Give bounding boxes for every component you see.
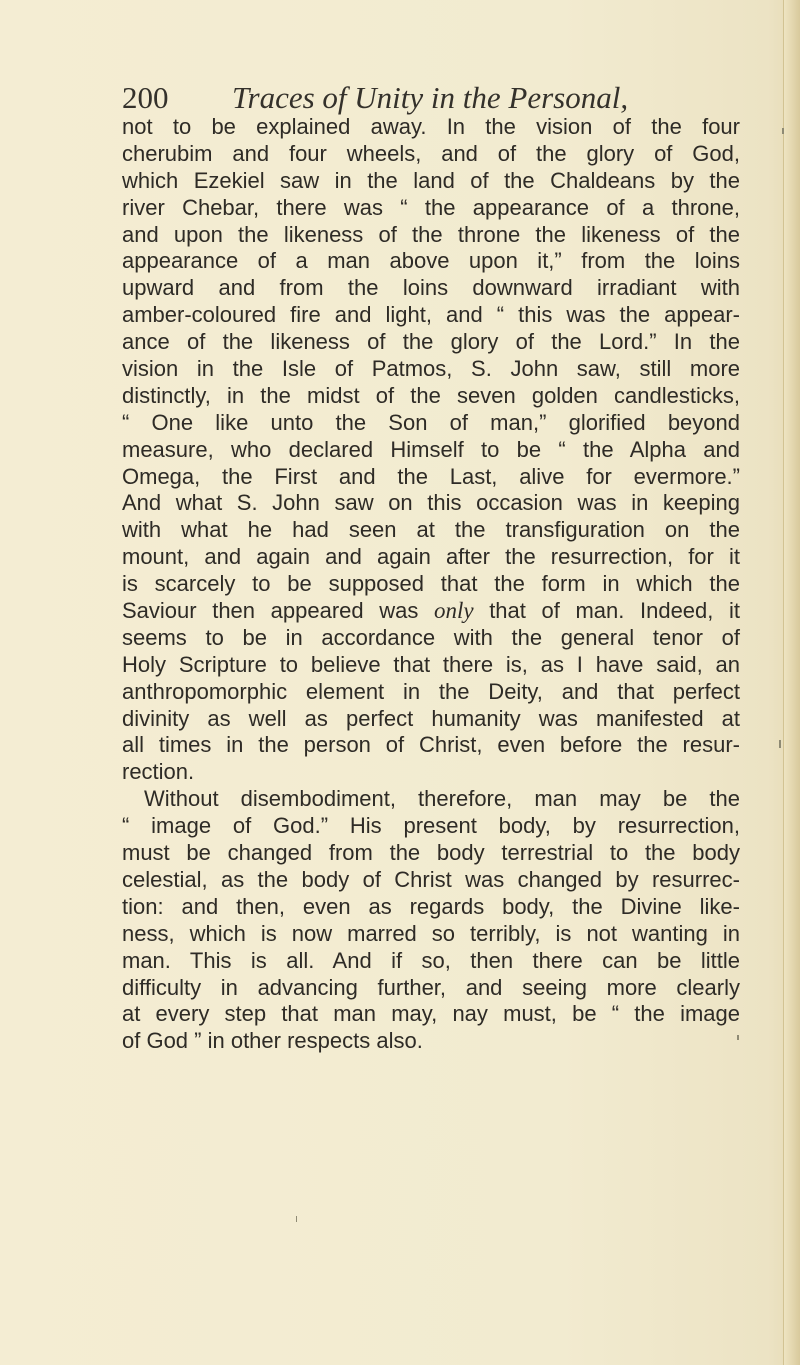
text-line: tion: and then, even as regards body, the Divine like- xyxy=(122,893,740,919)
running-head: Traces of Unity in the Personal, xyxy=(232,80,629,115)
text-line: And what S. John saw on this occasion was in keeping xyxy=(122,490,740,516)
text-line: measure, who declared Himself to be “ the Alpha and xyxy=(122,436,740,462)
text-segment: that of man. Indeed, it xyxy=(473,598,740,624)
text-line: seems to be in accordance with the general tenor of xyxy=(122,624,740,650)
text-line: ness, which is now marred so terribly, is not wanting in xyxy=(122,920,740,946)
body-text xyxy=(122,114,740,1055)
text-line: which Ezekiel saw in the land of the Chaldeans by the xyxy=(122,167,740,193)
text-line: celestial, as the body of Christ was changed by resurrec- xyxy=(122,866,740,892)
text-line: ance of the likeness of the glory of the Lord.” In the xyxy=(122,329,740,355)
text-line: Holy Scripture to believe that there is, as I have said, an xyxy=(122,651,740,677)
page-number: 200 xyxy=(122,80,169,115)
text-line: difficulty in advancing further, and seeing more clearly xyxy=(122,974,740,1000)
text-line: “ image of God.” His present body, by resurrection, xyxy=(122,813,740,839)
margin-speck xyxy=(296,1216,297,1222)
text-line: with what he had seen at the transfiguration on the xyxy=(122,517,740,543)
margin-speck xyxy=(779,740,781,748)
text-line: all times in the person of Christ, even before the resur- xyxy=(122,732,740,758)
page-edge xyxy=(783,0,800,1365)
text-line: river Chebar, there was “ the appearance of a throne, xyxy=(122,194,740,220)
text-line: anthropomorphic element in the Deity, and that perfect xyxy=(122,678,740,704)
text-line: man. This is all. And if so, then there can be little xyxy=(122,947,740,973)
text-line: mount, and again and again after the resurrection, for it xyxy=(122,544,740,570)
page-header xyxy=(122,78,742,118)
emphasis-only: only xyxy=(433,598,474,624)
text-line-with-emphasis xyxy=(122,598,740,625)
text-line: is scarcely to be supposed that the form in which the xyxy=(122,571,740,597)
text-line: must be changed from the body terrestrial to the body xyxy=(122,840,740,866)
text-line: “ One like unto the Son of man,” glorified beyond xyxy=(122,409,740,435)
text-line: divinity as well as perfect humanity was manifested at xyxy=(122,705,740,731)
text-line: rection. xyxy=(122,759,195,785)
text-line: appearance of a man above upon it,” from the loins xyxy=(122,248,740,274)
text-line: Without disembodiment, therefore, man may be the xyxy=(144,786,740,812)
text-line: and upon the likeness of the throne the likeness of the xyxy=(122,221,740,247)
text-line: of God ” in other respects also. xyxy=(122,1028,423,1054)
margin-speck xyxy=(737,1035,739,1040)
paragraph xyxy=(122,786,740,1055)
text-line: Omega, the First and the Last, alive for evermore.” xyxy=(122,463,740,489)
paragraph xyxy=(122,114,740,786)
text-line: amber-coloured fire and light, and “ this was the appear- xyxy=(122,302,740,328)
text-line: cherubim and four wheels, and of the glory of God, xyxy=(122,140,740,166)
text-line: upward and from the loins downward irradiant with xyxy=(122,275,740,301)
text-segment: Saviour then appeared was xyxy=(122,598,434,624)
margin-speck xyxy=(782,128,784,134)
text-line: distinctly, in the midst of the seven golden candlesticks, xyxy=(122,382,740,408)
text-line: at every step that man may, nay must, be “ the image xyxy=(122,1001,740,1027)
text-line: not to be explained away. In the vision of the four xyxy=(122,114,740,139)
text-line: vision in the Isle of Patmos, S. John saw, still more xyxy=(122,356,740,382)
